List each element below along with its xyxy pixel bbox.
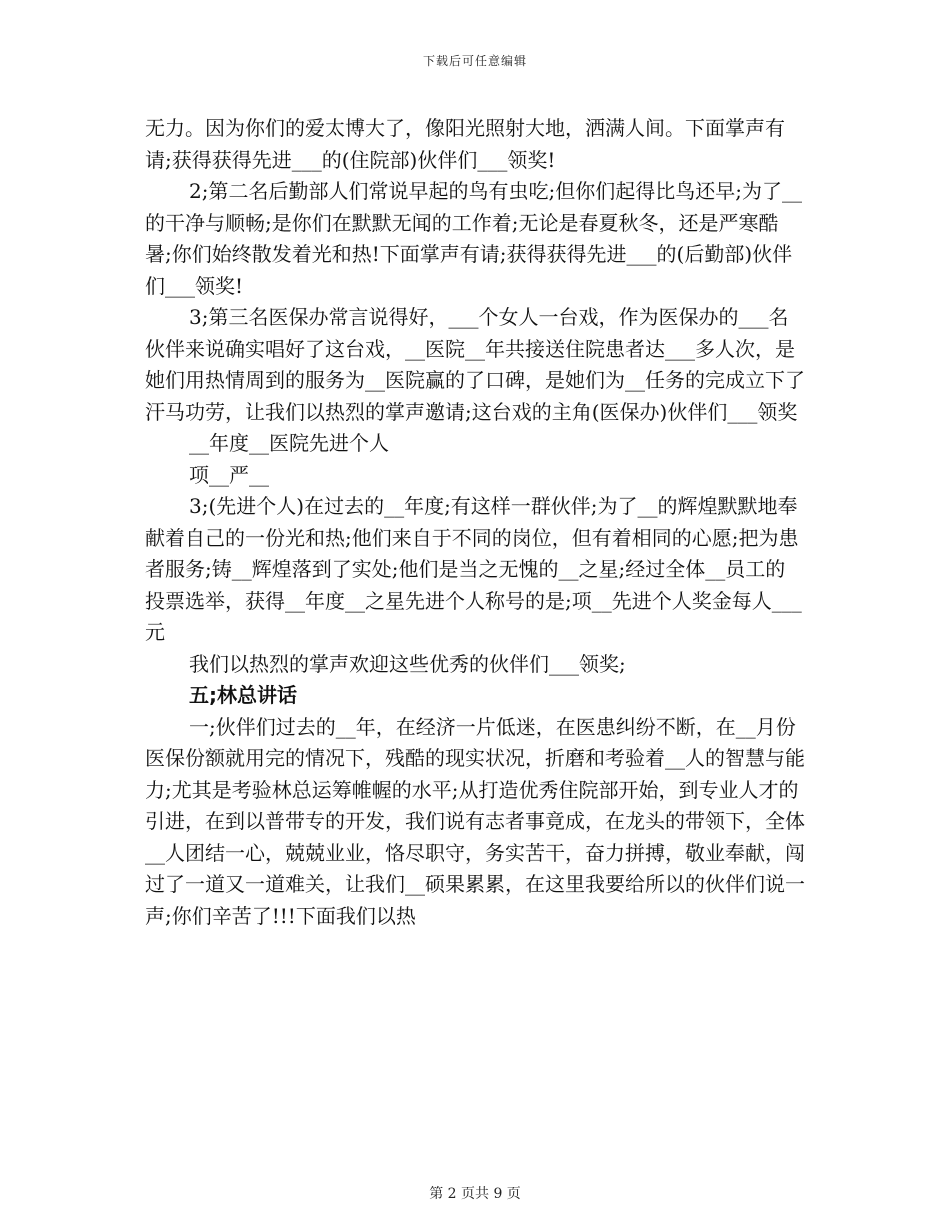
- paragraph-7: 我们以热烈的掌声欢迎这些优秀的伙伴们___领奖;: [189, 651, 626, 676]
- page-footer: 第 2 页共 9 页: [429, 1186, 521, 1202]
- page-header: 下载后可任意编辑: [422, 54, 527, 68]
- paragraph-5: 项__严__: [189, 462, 269, 487]
- paragraph-3: 3;第三名医保办常言说得好，___个女人一台戏，作为医保办的___名伙伴来说确实唱好了这台戏，__医院__年共接送住院患者达___多人次，是她们用热情周到的服务为__医院赢的了口碑，是她们为__任务的完成立下了汗马功劳，让我们以热烈的掌声邀请;这台戏的主角(医保办)伙伴们___领奖: [145, 305, 805, 424]
- paragraph-2: 2;第二名后勤部人们常说早起的鸟有虫吃;但你们起得比鸟还早;为了__的干净与顺畅;是你们在默默无闻的工作着;无论是春夏秋冬，还是严寒酷暑;你们始终散发着光和热!下面掌声有请;获得获得先进___的(后勤部)伙伴们___领奖!: [145, 179, 802, 298]
- paragraph-4: __年度__医院先进个人: [189, 431, 389, 455]
- section-heading: 五;林总讲话: [189, 683, 297, 707]
- paragraph-6: 3;(先进个人)在过去的__年度;有这样一群伙伴;为了__的辉煌默默地奉献着自己的一份光和热;他们来自于不同的岗位，但有着相同的心愿;把为患者服务;铸__辉煌落到了实处;他们是当之无愧的__之星;经过全体__员工的投票选举，获得__年度__之星先进个人称号的是;项__先进个人奖金每人___元: [145, 494, 802, 644]
- document-body: [145, 113, 805, 932]
- paragraph-1: 无力。因为你们的爱太博大了，像阳光照射大地，洒满人间。下面掌声有请;获得获得先进___的(住院部)伙伴们___领奖!: [145, 116, 785, 172]
- paragraph-8: 一;伙伴们过去的__年，在经济一片低迷，在医患纠纷不断，在__月份医保份额就用完的情况下，残酷的现实状况，折磨和考验着__人的智慧与能力;尤其是考验林总运筹帷幄的水平;从打造优秀住院部开始，到专业人才的引进，在到以普带专的开发，我们说有志者事竟成，在龙头的带领下，全体__人团结一心，兢兢业业，恪尽职守，务实苦干，奋力拼搏，敬业奉献，闯过了一道又一道难关，让我们__硕果累累，在这里我要给所以的伙伴们说一声;你们辛苦了!!!下面我们以热: [145, 714, 805, 928]
